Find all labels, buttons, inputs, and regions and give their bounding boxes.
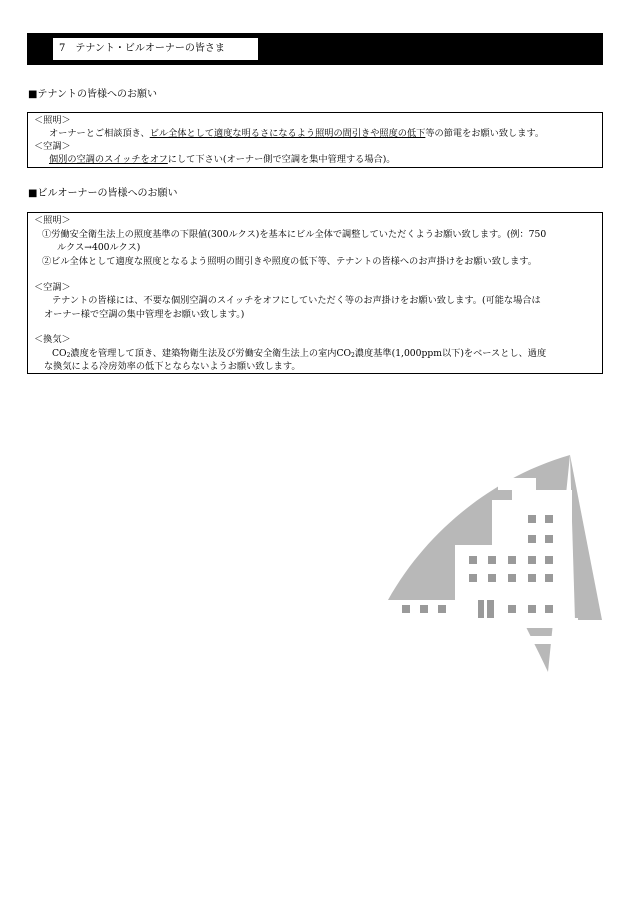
vent-subscript-2: 2: [351, 352, 355, 359]
owner-request-box: [27, 212, 603, 374]
tenant-aircon-text: [49, 153, 395, 166]
tenant-lighting-text: [49, 127, 544, 140]
tenant-lighting-label: ＜照明＞: [34, 115, 71, 126]
tenant-aircon-text-underlined: 個別の空調のスイッチをオフ: [49, 154, 168, 165]
vent-text-2: 濃度を管理して頂き、建築物衛生法及び労働安全衛生法上の室内CO: [70, 348, 352, 359]
owner-ventilation-text-cont: な換気による冷房効率の低下とならないようお願い致します。: [44, 361, 301, 372]
tenant-lighting-text-underlined: ビル全体として適度な明るさになるよう照明の間引きや照度の低下: [149, 128, 426, 139]
vent-co-text: CO: [52, 348, 67, 359]
tenant-section-heading: ■テナントの皆様へのお願い: [28, 89, 157, 100]
owner-lighting-item-2: ②ビル全体として適度な照度となるよう照明の間引きや照度の低下等、テナントの皆様へのお声掛けをお願い致します。: [42, 256, 537, 267]
vent-text-3: 濃度基準(1,000ppm以下)をベースとし、過度: [354, 348, 547, 359]
owner-lighting-item-1-cont: ルクス→400ルクス): [57, 242, 141, 253]
vent-subscript-1: 2: [66, 352, 71, 359]
owner-lighting-label: ＜照明＞: [34, 215, 71, 226]
owner-section-heading: ■ビルオーナーの皆様へのお願い: [28, 188, 178, 199]
tenant-aircon-text-2: にして下さい(オーナー側で空調を集中管理する場合)。: [167, 154, 396, 165]
tenant-lighting-text-1: オーナーとご相談頂き、: [49, 128, 150, 139]
owner-aircon-text-cont: オーナー様で空調の集中管理をお願い致します。): [44, 309, 245, 320]
owner-aircon-label: ＜空調＞: [34, 282, 71, 293]
owner-lighting-item-1: ①労働安全衛生法上の照度基準の下限値(300ルクス)を基本にビル全体で調整していただくようお願い致します。(例：750: [42, 229, 547, 240]
tenant-lighting-text-3: 等の節電をお願い致します。: [425, 128, 545, 139]
tenant-aircon-label: ＜空調＞: [34, 141, 71, 152]
office-building-icon: [380, 450, 605, 680]
tenant-request-box: [27, 112, 603, 168]
section-title: 7 テナント・ビルオーナーの皆さま: [53, 38, 258, 60]
owner-ventilation-label: ＜換気＞: [34, 334, 71, 345]
owner-aircon-text: テナントの皆様には、不要な個別空調のスイッチをオフにしていただく等のお声掛けをお願い致します。(可能な場合は: [52, 295, 541, 306]
